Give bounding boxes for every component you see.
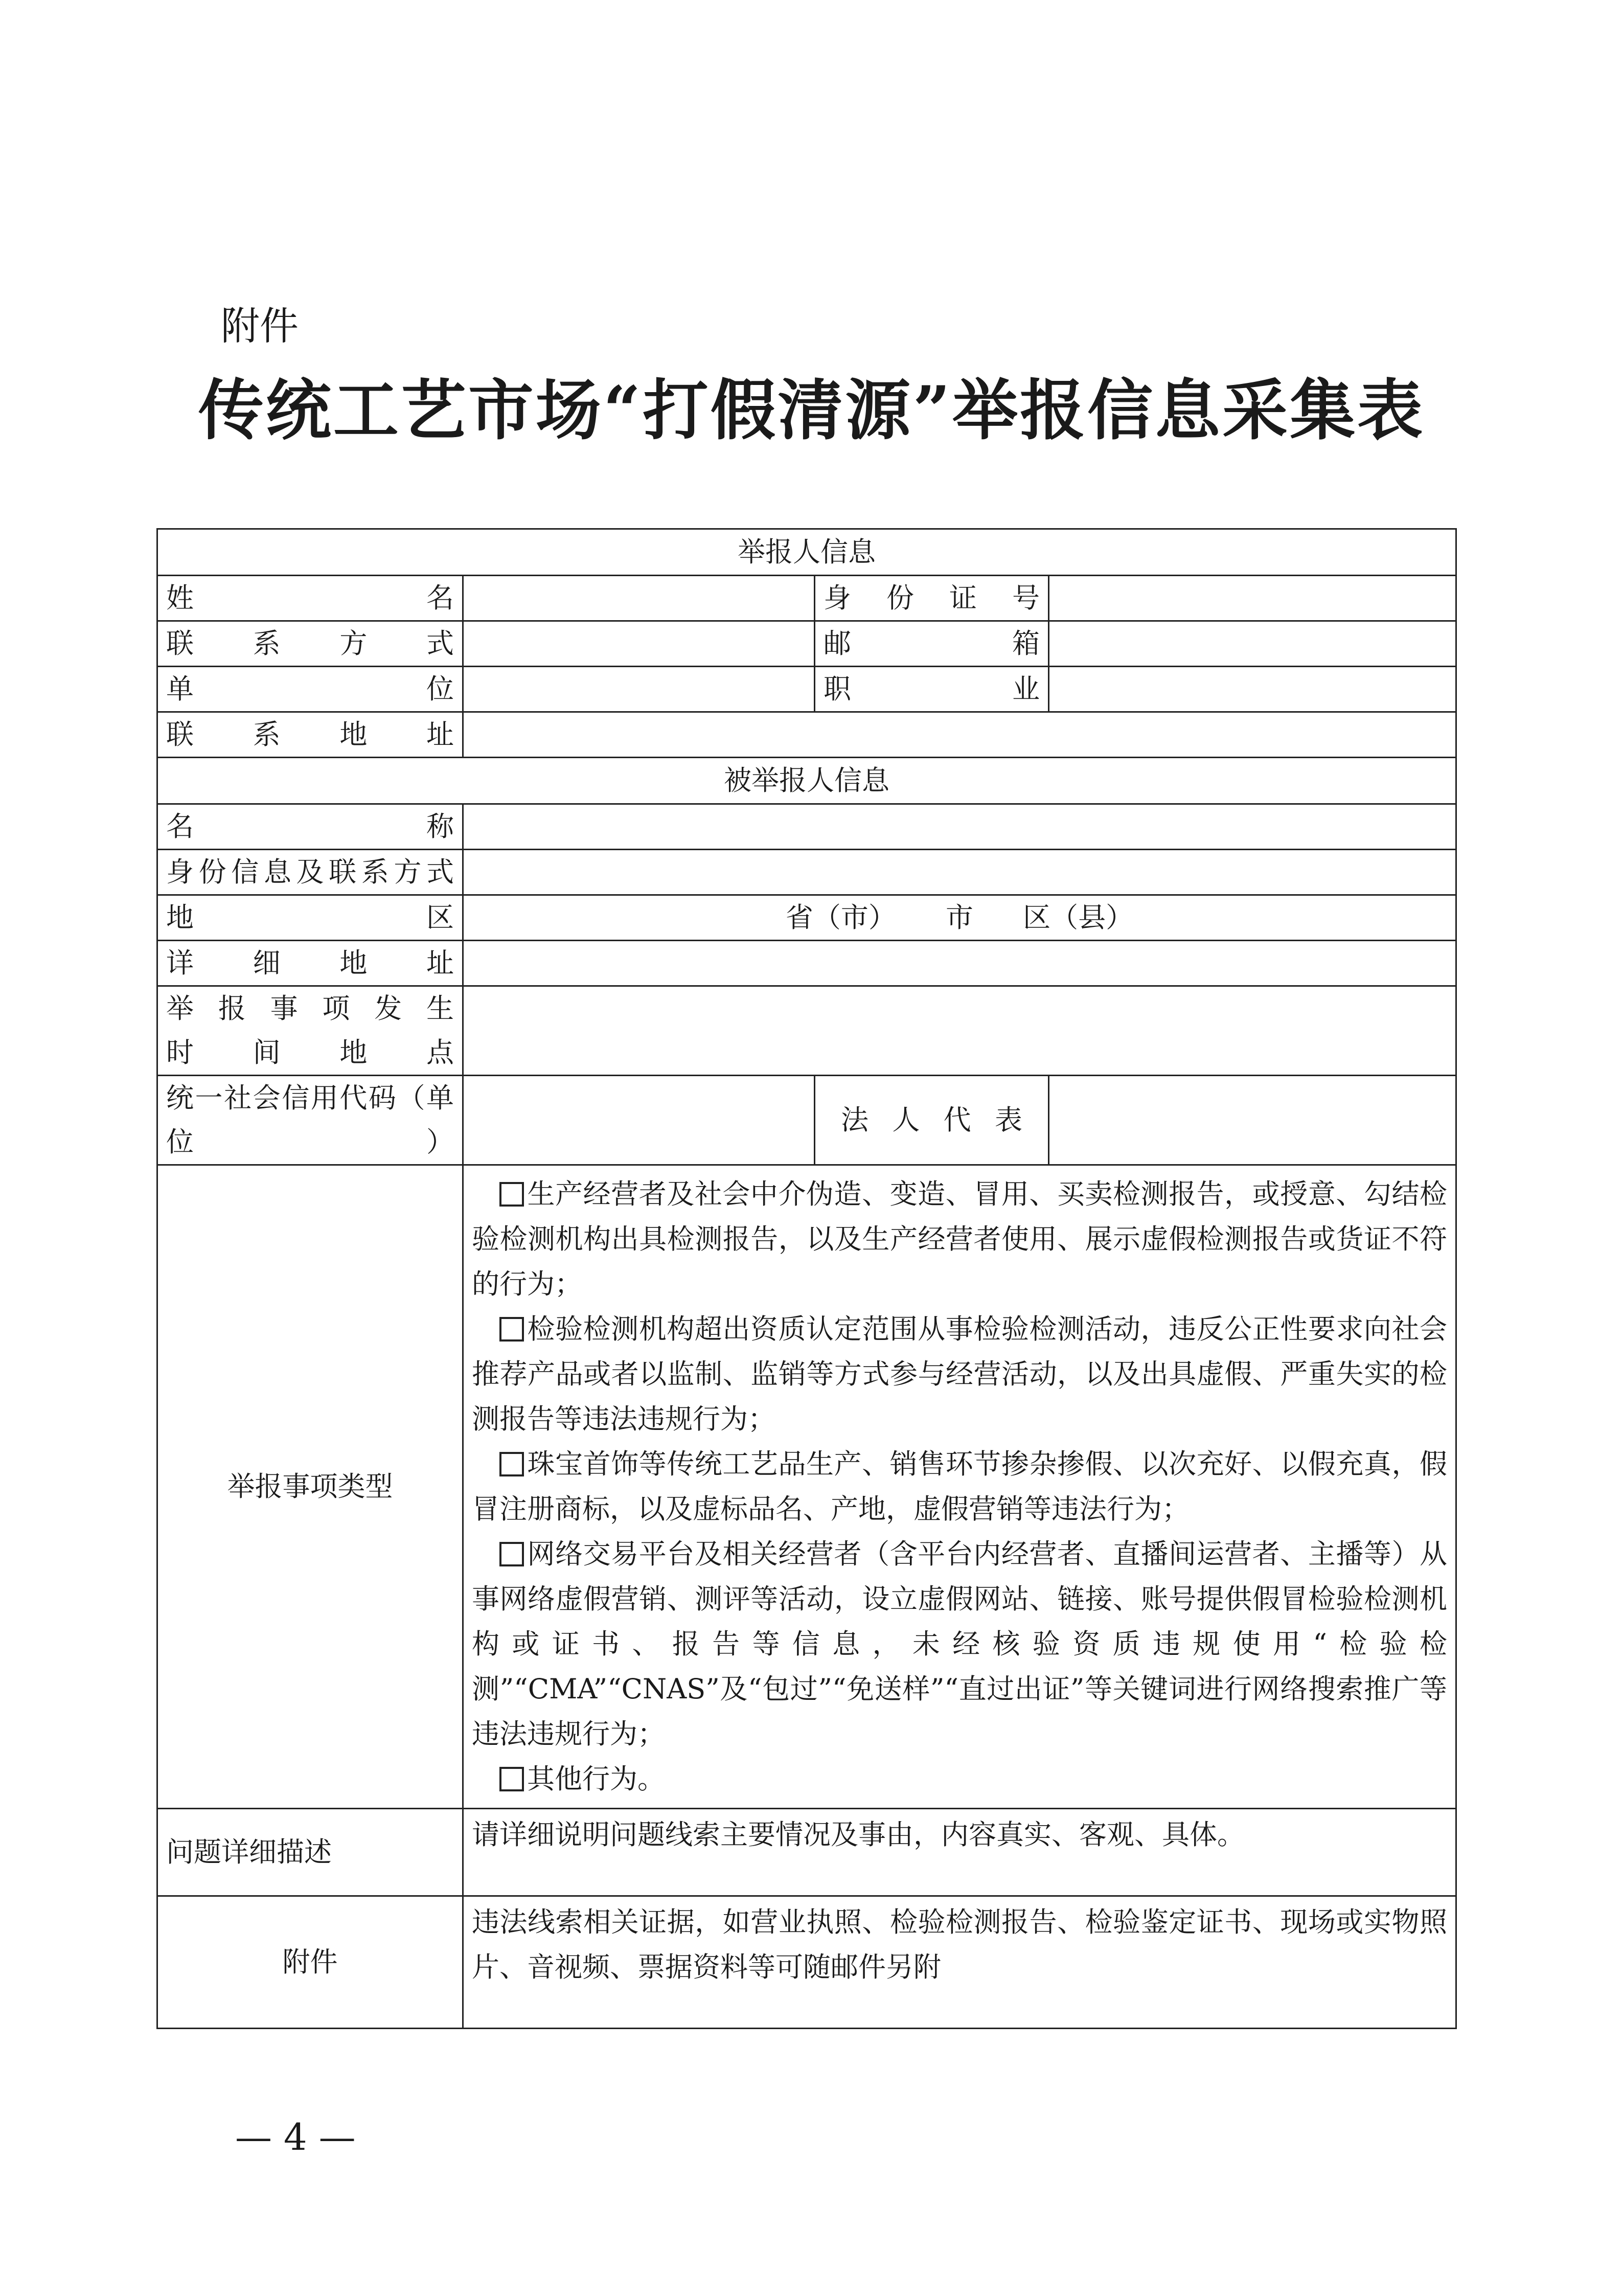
reported-name-field[interactable] xyxy=(463,804,1456,850)
types-list xyxy=(463,1165,1456,1809)
time-place-field[interactable] xyxy=(463,986,1456,1076)
checkbox-icon[interactable] xyxy=(499,1767,524,1791)
credit-code-label-line2: 位） xyxy=(166,1126,454,1158)
job-label: 职业 xyxy=(815,667,1049,712)
unit-label: 单位 xyxy=(157,667,463,712)
reporter-section-header: 举报人信息 xyxy=(157,529,1456,576)
page-number: — 4 — xyxy=(235,2116,356,2158)
name-label: 姓名 xyxy=(157,576,463,621)
type-item-3[interactable] xyxy=(472,1442,1447,1532)
identity-label: 身份信息及联系方式 xyxy=(157,850,463,895)
types-label: 举报事项类型 xyxy=(157,1165,463,1809)
region-province: 省（市） xyxy=(785,901,896,934)
type-item-2[interactable] xyxy=(472,1307,1447,1442)
region-field[interactable] xyxy=(463,895,1456,941)
type-item-2-text: 检验检测机构超出资质认定范围从事检验检测活动，违反公正性要求向社会推荐产品或者以监制、监销等方式参与经营活动，以及出具虚假、严重失实的检测报告等违法违规行为； xyxy=(472,1313,1447,1435)
name-field[interactable] xyxy=(463,576,815,621)
reported-section-header: 被举报人信息 xyxy=(157,758,1456,804)
detail-address-field[interactable] xyxy=(463,941,1456,986)
region-city: 市 xyxy=(946,901,973,934)
address-label: 联系地址 xyxy=(157,712,463,758)
checkbox-icon[interactable] xyxy=(499,1317,524,1342)
time-place-label xyxy=(157,986,463,1076)
attachment-row-label: 附件 xyxy=(157,1896,463,2029)
address-field[interactable] xyxy=(463,712,1456,758)
legal-rep-field[interactable] xyxy=(1049,1076,1456,1165)
id-number-field[interactable] xyxy=(1049,576,1456,621)
detail-address-label: 详细地址 xyxy=(157,941,463,986)
report-form-table xyxy=(156,528,1457,2029)
region-label: 地区 xyxy=(157,895,463,941)
description-label: 问题详细描述 xyxy=(157,1809,463,1896)
credit-code-label-line1: 统一社会信用代码（单 xyxy=(166,1082,454,1114)
document-title: 传统工艺市场“打假清源”举报信息采集表 xyxy=(198,372,1425,449)
type-item-5[interactable] xyxy=(472,1757,1447,1802)
attachment-label: 附件 xyxy=(221,303,299,349)
contact-label: 联系方式 xyxy=(157,621,463,667)
time-place-label-line1: 举报事项发生 xyxy=(166,992,454,1025)
id-number-label: 身份证号 xyxy=(815,576,1049,621)
contact-field[interactable] xyxy=(463,621,815,667)
description-hint: 请详细说明问题线索主要情况及事由，内容真实、客观、具体。 xyxy=(472,1818,1245,1851)
type-item-1-text: 生产经营者及社会中介伪造、变造、冒用、买卖检测报告，或授意、勾结检验检测机构出具检测报告，以及生产经营者使用、展示虚假检测报告或货证不符的行为； xyxy=(472,1178,1447,1300)
checkbox-icon[interactable] xyxy=(499,1182,524,1207)
type-item-1[interactable] xyxy=(472,1172,1447,1307)
legal-rep-label: 法人代表 xyxy=(815,1076,1049,1165)
type-item-4-text: 网络交易平台及相关经营者（含平台内经营者、直播间运营者、主播等）从事网络虚假营销、测评等活动，设立虚假网站、链接、账号提供假冒检验检测机构或证书、报告等信息，未经核验资质违规使用“检验检测”“CMA”“CNAS”及“包过”“免送样”“直过出证”等关键词进行网络搜索推广等违法违规行为； xyxy=(472,1538,1447,1750)
description-field[interactable] xyxy=(463,1809,1456,1896)
credit-code-field[interactable] xyxy=(463,1076,815,1165)
email-label: 邮箱 xyxy=(815,621,1049,667)
time-place-label-line2: 时间地点 xyxy=(166,1036,454,1069)
identity-field[interactable] xyxy=(463,850,1456,895)
reported-name-label: 名称 xyxy=(157,804,463,850)
checkbox-icon[interactable] xyxy=(499,1452,524,1476)
region-district: 区（县） xyxy=(1023,901,1134,934)
type-item-3-text: 珠宝首饰等传统工艺品生产、销售环节掺杂掺假、以次充好、以假充真，假冒注册商标，以及虚标品名、产地，虚假营销等违法行为； xyxy=(472,1448,1447,1525)
type-item-4[interactable] xyxy=(472,1532,1447,1757)
checkbox-icon[interactable] xyxy=(499,1542,524,1566)
credit-code-label xyxy=(157,1076,463,1165)
unit-field[interactable] xyxy=(463,667,815,712)
email-field[interactable] xyxy=(1049,621,1456,667)
attachment-field[interactable] xyxy=(463,1896,1456,2029)
attachment-hint: 违法线索相关证据，如营业执照、检验检测报告、检验鉴定证书、现场或实物照片、音视频、票据资料等可随邮件另附 xyxy=(472,1906,1447,1983)
job-field[interactable] xyxy=(1049,667,1456,712)
type-item-5-text: 其他行为。 xyxy=(527,1763,665,1795)
